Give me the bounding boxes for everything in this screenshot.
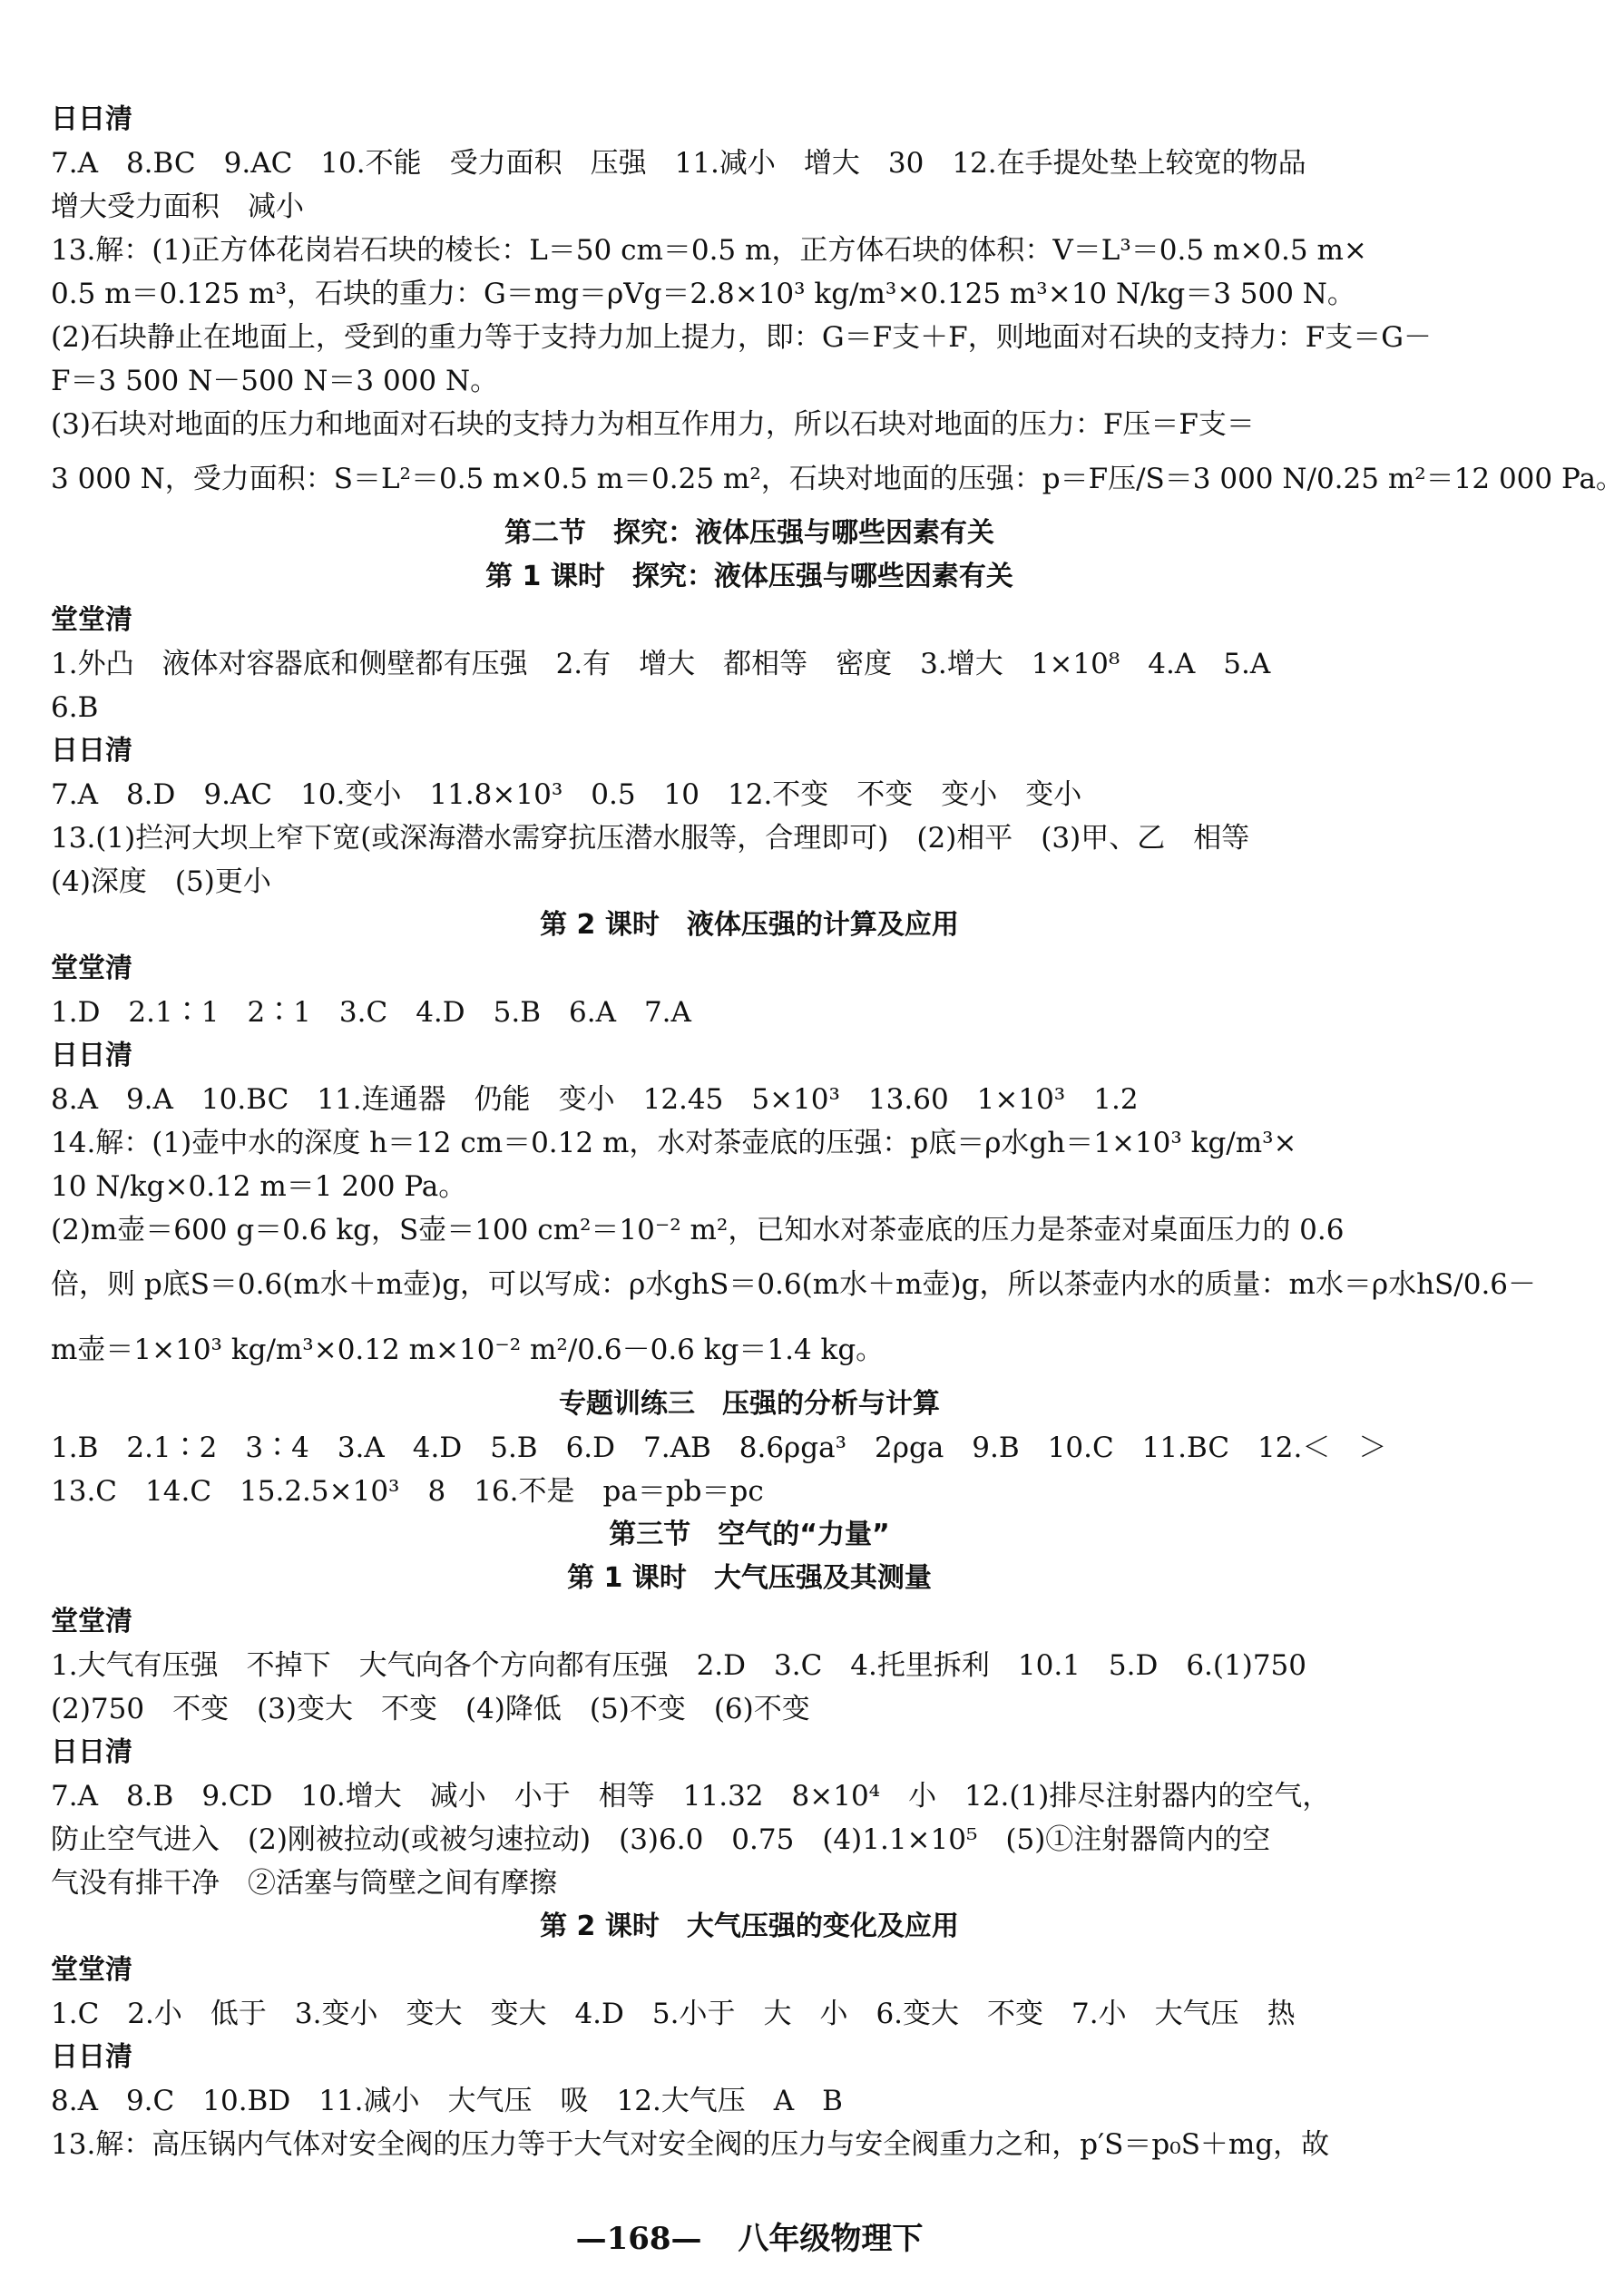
answer-line: 增大受力面积 减小	[51, 191, 304, 223]
heading-class: 堂堂清	[51, 953, 132, 984]
lesson-title: 第 1 课时 探究：液体压强与哪些因素有关	[485, 561, 1013, 592]
answer-line: 13.(1)拦河大坝上窄下宽(或深海潜水需穿抗压潜水服等，合理即可) (2)相平 (3)甲、乙 相等	[51, 822, 1250, 855]
heading-class: 堂堂清	[51, 604, 132, 636]
heading-daily: 日日清	[51, 1040, 132, 1071]
heading-class: 堂堂清	[51, 1954, 132, 1986]
answer-line: 1.大气有压强 不掉下 大气向各个方向都有压强 2.D 3.C 4.托里拆利 10.1 5.D 6.(1)750	[51, 1649, 1306, 1682]
lesson-title: 第 1 课时 大气压强及其测量	[567, 1562, 932, 1594]
lesson-title: 第 2 课时 大气压强的变化及应用	[540, 1911, 959, 1942]
heading-class: 堂堂清	[51, 1606, 132, 1637]
answer-content	[51, 98, 1624, 2166]
answer-line: 0.5 m＝0.125 m³，石块的重力：G＝mg＝ρVg＝2.8×10³ kg/m³×0.125 m³×10 N/kg＝3 500 N。	[51, 278, 1355, 310]
heading-daily: 日日清	[51, 735, 132, 767]
answer-line: 1.D 2.1∶1 2∶1 3.C 4.D 5.B 6.A 7.A	[51, 996, 691, 1029]
formula-line: m壶＝1×10³ kg/m³×0.12 m×10⁻² m²/0.6－0.6 kg＝1.4 kg。	[51, 1334, 885, 1366]
answer-line: 8.A 9.A 10.BC 11.连通器 仍能 变小 12.45 5×10³ 13.60 1×10³ 1.2	[51, 1083, 1139, 1116]
answer-line: 气没有排干净 ②活塞与筒壁之间有摩擦	[51, 1867, 557, 1900]
formula-line: 倍，则 p底S＝0.6(m水＋m壶)g，可以写成：ρ水ghS＝0.6(m水＋m壶)g，所以茶壶内水的质量：m水＝ρ水hS/0.6－	[51, 1268, 1537, 1301]
section-title: 第二节 探究：液体压强与哪些因素有关	[504, 517, 994, 549]
heading-daily: 日日清	[51, 2041, 132, 2073]
book-title: 八年级物理下	[738, 2221, 924, 2257]
answer-line: 13.C 14.C 15.2.5×10³ 8 16.不是 pa＝pb＝pc	[51, 1475, 764, 1508]
answer-line: 1.B 2.1∶2 3∶4 3.A 4.D 5.B 6.D 7.AB 8.6ρga³ 2ρga 9.B 10.C 11.BC 12.＜ ＞	[51, 1432, 1387, 1464]
answer-line: 7.A 8.D 9.AC 10.变小 11.8×10³ 0.5 10 12.不变 不变 变小 变小	[51, 778, 1082, 811]
section-title: 专题训练三 压强的分析与计算	[559, 1388, 940, 1420]
answer-line: 10 N/kg×0.12 m＝1 200 Pa。	[51, 1170, 467, 1203]
answer-line: (3)石块对地面的压力和地面对石块的支持力为相互作用力，所以石块对地面的压力：F压＝F支＝	[51, 408, 1255, 441]
answer-line: 1.C 2.小 低于 3.变小 变大 变大 4.D 5.小于 大 小 6.变大 不变 7.小 大气压 热	[51, 1998, 1296, 2030]
answer-line: 6.B	[51, 691, 99, 724]
answer-line: 1.外凸 液体对容器底和侧壁都有压强 2.有 增大 都相等 密度 3.增大 1×10⁸ 4.A 5.A	[51, 648, 1271, 680]
answer-line: 8.A 9.C 10.BD 11.减小 大气压 吸 12.大气压 A B	[51, 2085, 843, 2117]
answer-line: (4)深度 (5)更小	[51, 865, 271, 898]
section-title: 第三节 空气的“力量”	[609, 1519, 890, 1550]
page-number: —168—	[575, 2221, 702, 2257]
answer-line: (2)750 不变 (3)变大 不变 (4)降低 (5)不变 (6)不变	[51, 1693, 810, 1725]
answer-line: 13.解：(1)正方体花岗岩石块的棱长：L＝50 cm＝0.5 m，正方体石块的体积：V＝L³＝0.5 m×0.5 m×	[51, 234, 1367, 267]
answer-line: 7.A 8.BC 9.AC 10.不能 受力面积 压强 11.减小 增大 30 12.在手提处垫上较宽的物品	[51, 147, 1306, 180]
page-footer	[0, 2213, 1499, 2258]
answer-line: (2)石块静止在地面上，受到的重力等于支持力加上提力，即：G＝F支＋F，则地面对石块的支持力：F支＝G－	[51, 321, 1432, 354]
answer-line: 7.A 8.B 9.CD 10.增大 减小 小于 相等 11.32 8×10⁴ 小 12.(1)排尽注射器内的空气，	[51, 1780, 1331, 1813]
answer-line: F＝3 500 N－500 N＝3 000 N。	[51, 365, 499, 397]
answer-line: 14.解：(1)壶中水的深度 h＝12 cm＝0.12 m，水对茶壶底的压强：p底＝ρ水gh＝1×10³ kg/m³×	[51, 1127, 1297, 1159]
answer-line: (2)m壶＝600 g＝0.6 kg，S壶＝100 cm²＝10⁻² m²，已知水对茶壶底的压力是茶壶对桌面压力的 0.6	[51, 1214, 1345, 1246]
lesson-title: 第 2 课时 液体压强的计算及应用	[540, 909, 959, 941]
heading-daily: 日日清	[51, 1736, 132, 1768]
formula-line: 3 000 N，受力面积：S＝L²＝0.5 m×0.5 m＝0.25 m²，石块对地面的压强：p＝F压/S＝3 000 N/0.25 m²＝12 000 Pa。	[51, 463, 1624, 495]
answer-line: 防止空气进入 (2)刚被拉动(或被匀速拉动) (3)6.0 0.75 (4)1.1×10⁵ (5)①注射器筒内的空	[51, 1823, 1271, 1856]
answer-line: 13.解：高压锅内气体对安全阀的压力等于大气对安全阀的压力与安全阀重力之和，p′S＝p₀S＋mg，故	[51, 2128, 1330, 2161]
heading-daily: 日日清	[51, 103, 132, 135]
